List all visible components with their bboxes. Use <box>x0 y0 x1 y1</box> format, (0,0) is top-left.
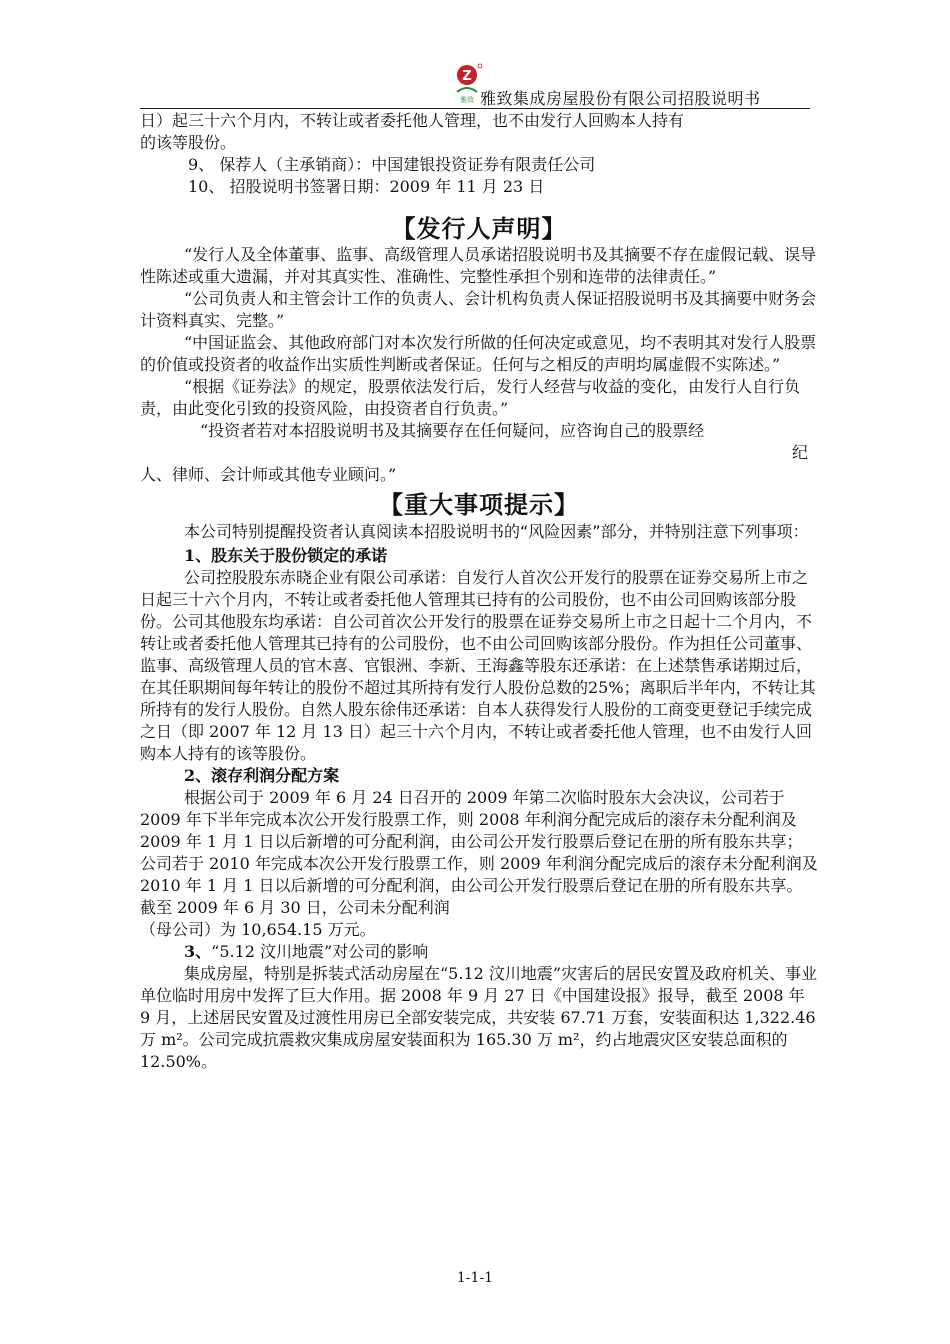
page-header <box>140 62 810 109</box>
page-content <box>140 110 818 1073</box>
statement-paragraph: “中国证监会、其他政府部门对本次发行所做的任何决定或意见，均不表明其对发行人股票的价值或投资者的收益作出实质性判断或者保证。任何与之相反的声明均属虚假不实陈述。” <box>140 333 817 374</box>
major-matters-intro: 本公司特别提醒投资者认真阅读本招股说明书的“风险因素”部分，并特别注意下列事项： <box>184 522 809 541</box>
statement-paragraph: “根据《证券法》的规定，股票依法发行后，发行人经营与收益的变化，由发行人自行负责，由此变化引致的投资风险，由投资者自行负责。” <box>140 377 801 418</box>
section-3-body: 集成房屋，特别是拆装式活动房屋在“5.12 汶川地震”灾害后的居民安置及政府机关、事业单位临时用房中发挥了巨大作用。据 2008 年 9 月 27 日《中国建设报》报导，截至 2008 年 9 月，上述居民安置及过渡性用房已全部安装完成，共安装 67.71 万套，安装面积达 1,322.46 万 m²。公司完成抗震救灾集成房屋安装面积为 165.30 万 m²，约占地震灾区安装总面积的 12.50%。 <box>140 964 818 1071</box>
svg-text:雅致: 雅致 <box>460 96 474 104</box>
page-number: 1-1-1 <box>456 1270 494 1286</box>
statement-paragraph: “公司负责人和主管会计工作的负责人、会计机构负责人保证招股说明书及其摘要中财务会计资料真实、完整。” <box>140 289 817 330</box>
section-2-body: 根据公司于 2009 年 6 月 24 日召开的 2009 年第二次临时股东大会决议，公司若于 2009 年下半年完成本次公开发行股票工作，则 2008 年利润分配完成后的滚存未分配利润及 2009 年 1 月 1 日以后新增的可分配利润，由公司公开发行股票后登记在册的所有股东共享；公司若于 2010 年完成本次公开发行股票工作，则 2009 年利润分配完成后的滚存未分配利润及 2010 年 1 月 1 日以后新增的可分配利润，由公司公开发行股票后登记在册的所有股东共享。截至 2009 年 6 月 30 日，公司未分配利润 <box>140 788 818 917</box>
svg-text:Z: Z <box>462 69 472 84</box>
section-1-title: 1、股东关于股份锁定的承诺 <box>184 546 388 565</box>
sponsor-item: 9、 保荐人（主承销商）：中国建银投资证券有限责任公司 <box>188 155 596 174</box>
section-3-number: 3、 <box>184 942 212 961</box>
section-2-title: 2、滚存利润分配方案 <box>184 766 340 785</box>
statement-paragraph: “发行人及全体董事、监事、高级管理人员承诺招股说明书及其摘要不存在虚假记载、误导性陈述或重大遗漏，并对其真实性、准确性、完整性承担个别和连带的法律责任。” <box>140 245 817 286</box>
section-2-tail: （母公司）为 10,654.15 万元。 <box>140 920 376 939</box>
issuer-statement-title: 【发行人声明】 <box>391 215 567 243</box>
major-matters-title: 【重大事项提示】 <box>379 491 579 519</box>
statement-paragraph: “投资者若对本招股说明书及其摘要存在任何疑问，应咨询自己的股票经 <box>200 421 705 440</box>
statement-paragraph-end: 人、律师、会计师或其他专业顾问。” <box>140 465 397 484</box>
continuation-line: 的该等股份。 <box>140 133 237 152</box>
statement-paragraph-wrap: 纪 <box>791 443 808 462</box>
header-company-title: 雅致集成房屋股份有限公司招股说明书 <box>480 89 761 108</box>
section-3-title <box>140 941 818 963</box>
sign-date-item: 10、 招股说明书签署日期：2009 年 11 月 23 日 <box>188 177 545 196</box>
section-1-body: 公司控股股东赤晓企业有限公司承诺：自发行人首次公开发行的股票在证券交易所上市之日起三十六个月内，不转让或者委托他人管理其已持有的公司股份，也不由公司回购该部分股份。公司其他股东均承诺：自公司首次公开发行的股票在证券交易所上市之日起十二个月内，不转让或者委托他人管理其已持有的公司股份，也不由公司回购该部分股份。作为担任公司董事、监事、高级管理人员的官木喜、官银洲、李新、王海鑫等股东还承诺：在上述禁售承诺期过后，在其任职期间每年转让的股份不超过其所持有发行人股份总数的25%；离职后半年内，不转让其所持有的发行人股份。自然人股东徐伟还承诺：自本人获得发行人股份的工商变更登记手续完成之日（即 2007 年 12 月 13 日）起三十六个月内，不转让或者委托他人管理，也不由发行人回购本人持有的该等股份。 <box>140 568 816 763</box>
continuation-line: 日）起三十六个月内，不转让或者委托他人管理，也不由发行人回购本人持有 <box>140 111 685 130</box>
section-3-title-text: “5.12 汶川地震”对公司的影响 <box>211 942 429 961</box>
